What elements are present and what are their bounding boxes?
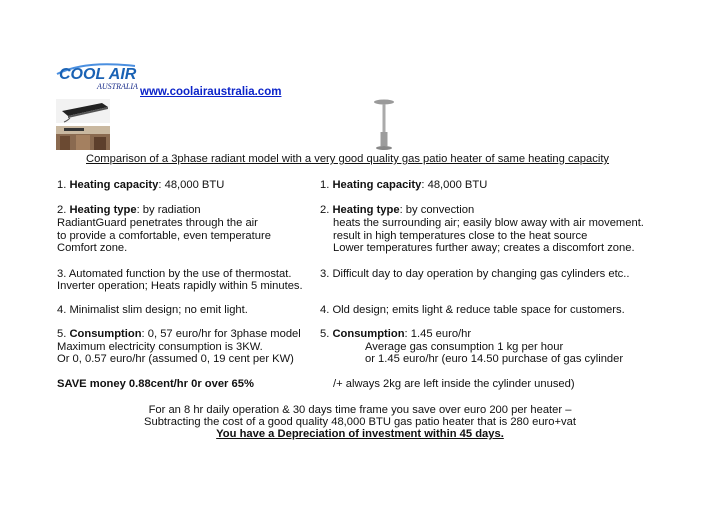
left-consumption-line2: Or 0, 0.57 euro/hr (assumed 0, 19 cent per KW) (57, 353, 294, 365)
right-design: 4. Old design; emits light & reduce table space for customers. (320, 304, 625, 316)
right-consumption-line3: /+ always 2kg are left inside the cylinder unused) (333, 378, 575, 390)
logo-sub-text: AUSTRALIA (97, 82, 138, 91)
right-consumption-line1: Average gas consumption 1 kg per hour (365, 341, 564, 353)
left-consumption-line1: Maximum electricity consumption is 3KW. (57, 341, 263, 353)
save-money-text: SAVE money 0.88cent/hr 0r over 65% (57, 378, 254, 390)
website-link[interactable]: www.coolairaustralia.com (140, 86, 282, 98)
right-heating-type: 2. Heating type: by convection (320, 204, 475, 216)
cool-air-logo (55, 60, 147, 94)
footer-line1: For an 8 hr daily operation & 30 days time frame you save over euro 200 per heater – (148, 404, 572, 416)
left-type-line2: to provide a comfortable, even temperature (57, 230, 271, 242)
right-consumption: 5. Consumption: 1.45 euro/hr (320, 328, 472, 340)
installation-photo (56, 126, 110, 150)
left-consumption: 5. Consumption: 0, 57 euro/hr for 3phase model (57, 328, 301, 340)
right-type-line1: heats the surrounding air; easily blow away with air movement. (333, 217, 644, 229)
left-automation-line1: 3. Automated function by the use of thermostat. (57, 268, 292, 280)
radiant-heater-image (56, 99, 110, 123)
right-heating-capacity: 1. Heating capacity: 48,000 BTU (320, 179, 488, 191)
right-type-line2: result in high temperatures close to the heat source (333, 230, 588, 242)
left-heating-type: 2. Heating type: by radiation (57, 204, 201, 216)
logo-main-text: COOL AIR (59, 66, 137, 83)
left-type-line1: RadiantGuard penetrates through the air (57, 217, 258, 229)
footer-line2: Subtracting the cost of a good quality 48,000 BTU gas patio heater that is 280 euro+vat (144, 416, 576, 428)
footer-depreciation: You have a Depreciation of investment within 45 days. (216, 428, 504, 440)
left-automation-line2: Inverter operation; Heats rapidly within 5 minutes. (57, 280, 303, 292)
right-consumption-line2: or 1.45 euro/hr (euro 14.50 purchase of gas cylinder (365, 353, 624, 365)
right-operation-line1: 3. Difficult day to day operation by changing gas cylinders etc.. (320, 268, 630, 280)
right-type-line3: Lower temperatures further away; creates a discomfort zone. (333, 242, 635, 254)
gas-patio-heater-image (373, 99, 395, 151)
left-heating-capacity: 1. Heating capacity: 48,000 BTU (57, 179, 225, 191)
comparison-heading: Comparison of a 3phase radiant model with a very good quality gas patio heater of same heating capacity (86, 153, 610, 165)
left-type-line3: Comfort zone. (57, 242, 128, 254)
left-design: 4. Minimalist slim design; no emit light. (57, 304, 248, 316)
